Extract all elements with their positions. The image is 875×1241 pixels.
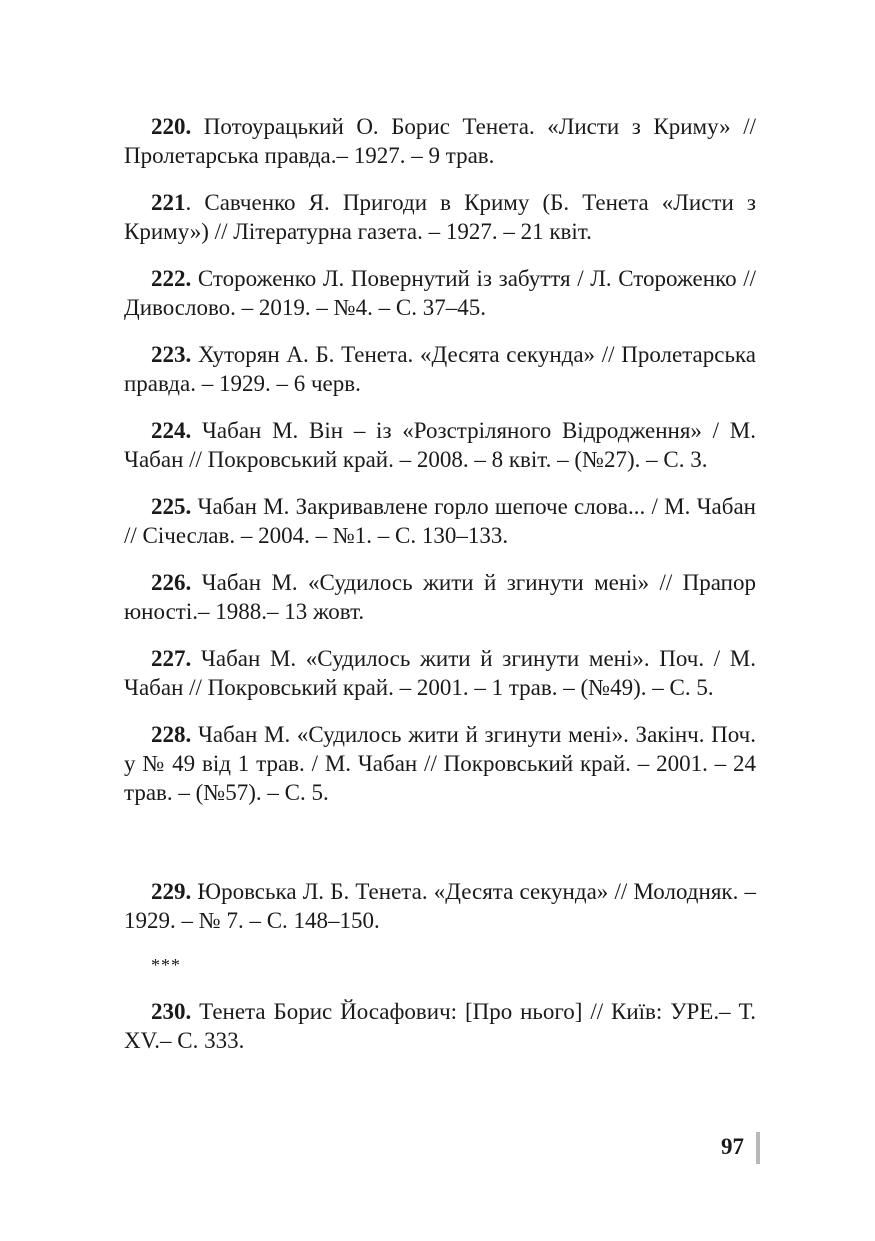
bibliography-page xyxy=(124,112,756,1073)
bibliography-entry-221 xyxy=(124,188,756,246)
entry-number: 225. xyxy=(151,494,192,519)
page-number: 97 xyxy=(721,1134,744,1159)
section-gap xyxy=(124,825,756,877)
entry-text: Стороженко Л. Повернутий із забуття / Л. Стороженко // Дивослово. – 2019. – №4. – С. 37–45. xyxy=(124,266,756,320)
bibliography-entry-223 xyxy=(124,340,756,398)
entry-number: 221 xyxy=(151,190,186,215)
section-separator: *** xyxy=(151,955,181,975)
entry-text: Чабан М. «Судилось жити й згинути мені». Закінч. Поч. у № 49 від 1 трав. / М. Чабан // Покровський край. – 2001. – 24 трав. – (№57). – С. 5. xyxy=(124,722,756,805)
page-footer xyxy=(700,1132,760,1164)
entry-number: 228. xyxy=(151,722,192,747)
entry-text: Юровська Л. Б. Тенета. «Десята секунда» // Молодняк. – 1929. – № 7. – С. 148–150. xyxy=(124,879,756,933)
entry-number: 229. xyxy=(151,879,192,904)
bibliography-entry-227 xyxy=(124,644,756,702)
page-edge-rule xyxy=(756,1132,760,1164)
entry-number: 227. xyxy=(151,646,192,671)
entry-text: Чабан М. Закривавлене горло шепоче слова... / М. Чабан // Січеслав. – 2004. – №1. – С. 130–133. xyxy=(124,494,756,548)
bibliography-entry-230 xyxy=(124,997,756,1055)
entry-number: 223. xyxy=(151,342,192,367)
bibliography-entry-226 xyxy=(124,568,756,626)
entry-text: Чабан М. Він – із «Розстріляного Відродження» / М. Чабан // Покровський край. – 2008. – 8 квіт. – (№27). – С. 3. xyxy=(124,418,756,472)
entry-text: Потоурацький О. Борис Тенета. «Листи з Криму» // Пролетарська правда.– 1927. – 9 трав. xyxy=(124,114,756,168)
bibliography-entry-225 xyxy=(124,492,756,550)
entry-number: 224. xyxy=(151,418,192,443)
entry-text: Чабан М. «Судилось жити й згинути мені» // Прапор юності.– 1988.– 13 жовт. xyxy=(124,570,756,624)
entry-number: 226. xyxy=(151,570,192,595)
bibliography-entry-229 xyxy=(124,877,756,935)
entry-number: 230. xyxy=(151,999,192,1024)
bibliography-entry-222 xyxy=(124,264,756,322)
entry-number: 220. xyxy=(151,114,192,139)
entry-text: Чабан М. «Судилось жити й згинути мені». Поч. / М. Чабан // Покровський край. – 2001. – 1 трав. – (№49). – С. 5. xyxy=(124,646,756,700)
bibliography-entry-224 xyxy=(124,416,756,474)
bibliography-entry-220 xyxy=(124,112,756,170)
bibliography-entry-228 xyxy=(124,720,756,807)
entry-text: . Савченко Я. Пригоди в Криму (Б. Тенета «Листи з Криму») // Літературна газета. – 1927. – 21 квіт. xyxy=(124,190,756,244)
entry-text: Хуторян А. Б. Тенета. «Десята секунда» // Пролетарська правда. – 1929. – 6 черв. xyxy=(124,342,756,396)
entry-number: 222. xyxy=(151,266,192,291)
entry-text: Тенета Борис Йосафович: [Про нього] // Київ: УРЕ.– Т. XV.– С. 333. xyxy=(124,999,756,1053)
